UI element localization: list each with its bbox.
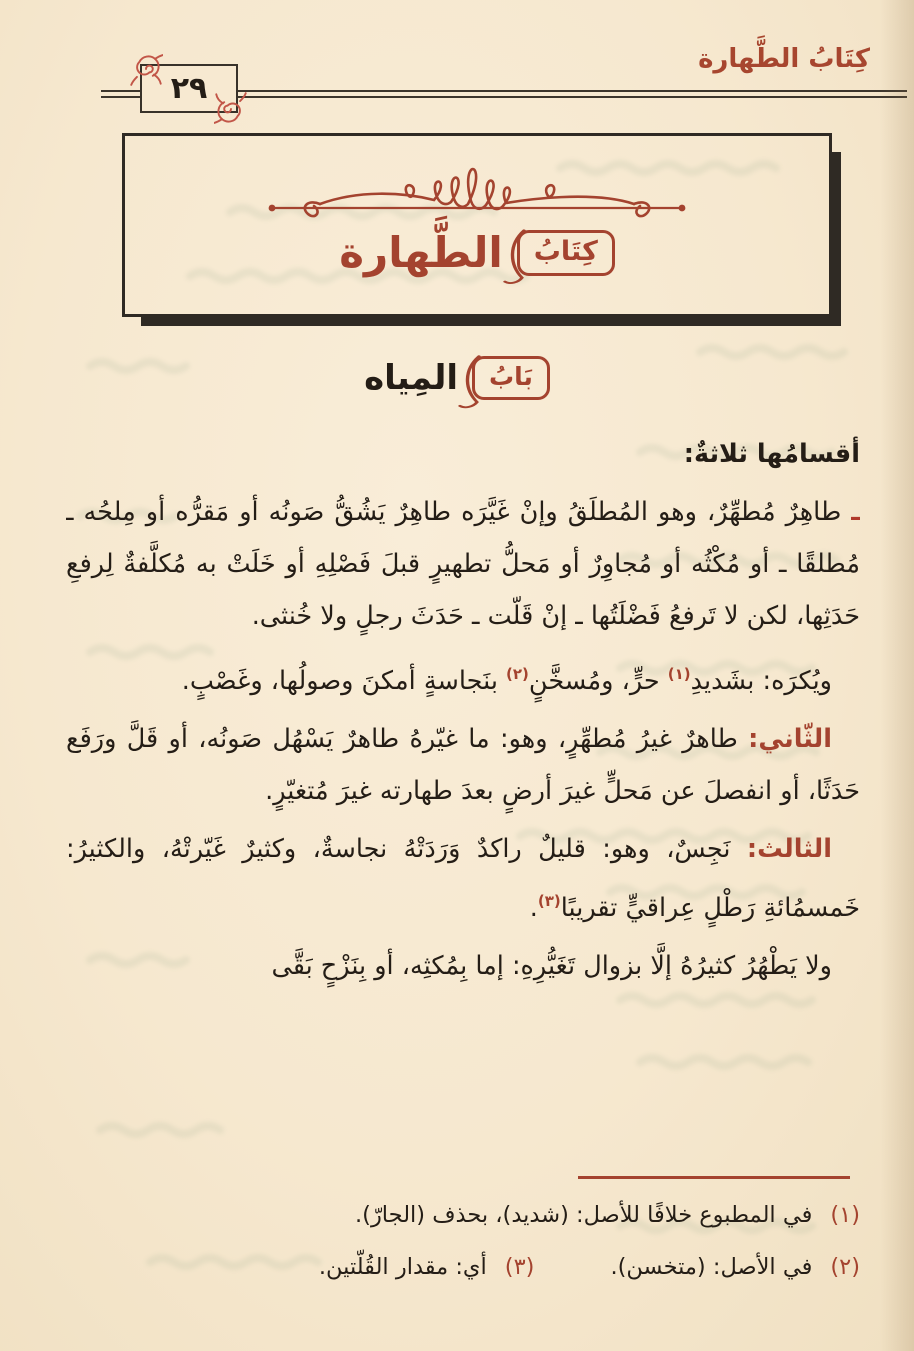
bab-label: بَابُ [489,362,533,391]
footnote-item [64,1198,860,1232]
paragraph-4 [66,823,860,934]
third-label: الثالث: [746,834,832,864]
footnote-text: في المطبوع خلافًا للأصل: (شديد)، بحذف (الجارّ). [355,1202,813,1228]
footnote-number: (٢) [830,1254,860,1280]
body-text [66,428,860,1170]
bab-cartouche [472,356,550,400]
footnote-marker-3: (٣) [537,892,561,910]
paragraph-1-text: طاهِرٌ مُطهِّرٌ، وهو المُطلَقُ وإنْ غَيَّرَه طاهِرٌ يَشُقُّ صَونُه أو مَقرُّه أو مِلحُه ـ مُطلقًا ـ أو مُكْثُه أو مُجاوِرٌ أو مَحلُّ تطهيرٍ قبلَ فَصْلِهِ أو خَلَتْ به مُكلَّفةٌ لِرفعِ حَدَثِها، لكن لا تَرفعُ فَضْلَتُها ـ إنْ قَلّت ـ حَدَثَ رجلٍ ولا خُنثى. [66,497,860,631]
footnote-marker-2: (٢) [506,665,529,683]
kitab-label: كِتَابُ [533,235,598,267]
calligraphic-flourish-icon [261,150,693,222]
paragraph-3 [66,713,860,817]
footnote-row [64,1250,860,1284]
footnote-text: في الأصل: (متخسن). [610,1254,813,1280]
intro-line: أقسامُها ثلاثةٌ: [683,439,860,469]
paragraph-2-text: ويُكرَه: بشَديدِ [690,666,832,696]
cartouche-tail-flourish-icon [505,227,527,289]
page-number-box [140,64,238,113]
paragraph-2-text: حرٍّ، ومُسخَّنٍ [528,666,668,696]
footnote-marker-1: (١) [667,665,691,683]
paragraph-dash-marker: ـ [851,497,860,527]
footnote-item [610,1250,860,1284]
rose-ornament-icon [214,92,248,126]
paragraph-5: ولا يَطْهُرُ كثيرُهُ إلَّا بزوال تَغَيُّرِهِ: إما بِمُكثِه، أو بِنَزْحٍ بَقَّى [271,951,832,981]
kitab-cartouche [517,230,615,276]
paragraph-2-text: بنَجاسةٍ أمكنَ وصولُها، وغَصْبٍ. [181,666,507,696]
chapter-title-box [122,133,832,317]
book-title: الطَّهارة [339,228,503,277]
paragraph-4-tail: . [529,893,538,923]
paragraph-3-text: طاهرٌ غيرُ مُطهِّرٍ، وهو: ما غيّرهُ طاهرٌ يَسْهُل صَونُه، أو قَلَّ ورَفَع حَدَثًا، أو انفصلَ عن مَحلٍّ غيرَ أرضٍ بعدَ طهارته غيرَ مُتغيّرٍ. [66,724,860,806]
running-title: كِتَابُ الطَّهارة [698,44,870,74]
chapter-title [339,228,615,277]
footnotes [64,1198,860,1302]
footnote-item [319,1250,535,1284]
section-heading [0,356,914,400]
paragraph-1 [66,486,860,642]
cartouche-tail-flourish-icon [460,353,482,413]
page-number: ٢٩ [170,71,208,106]
footnote-number: (٣) [504,1254,535,1280]
footnote-separator [578,1176,850,1179]
footnote-text: أي: مقدار القُلّتين. [318,1254,487,1280]
second-label: الثّاني: [748,724,832,754]
section-title: المِياه [364,358,459,398]
footnote-number: (١) [830,1202,860,1228]
rose-ornament-icon [129,52,163,86]
paragraph-2 [66,648,860,707]
paragraph-4-text: نَجِسٌ، وهو: قليلٌ راكدٌ وَرَدَتْهُ نجاسةٌ، وكثيرٌ غَيّرتْهُ، والكثيرُ: خَمسمُائةِ رَطْلٍ عِراقيٍّ تقريبًا [66,834,860,923]
